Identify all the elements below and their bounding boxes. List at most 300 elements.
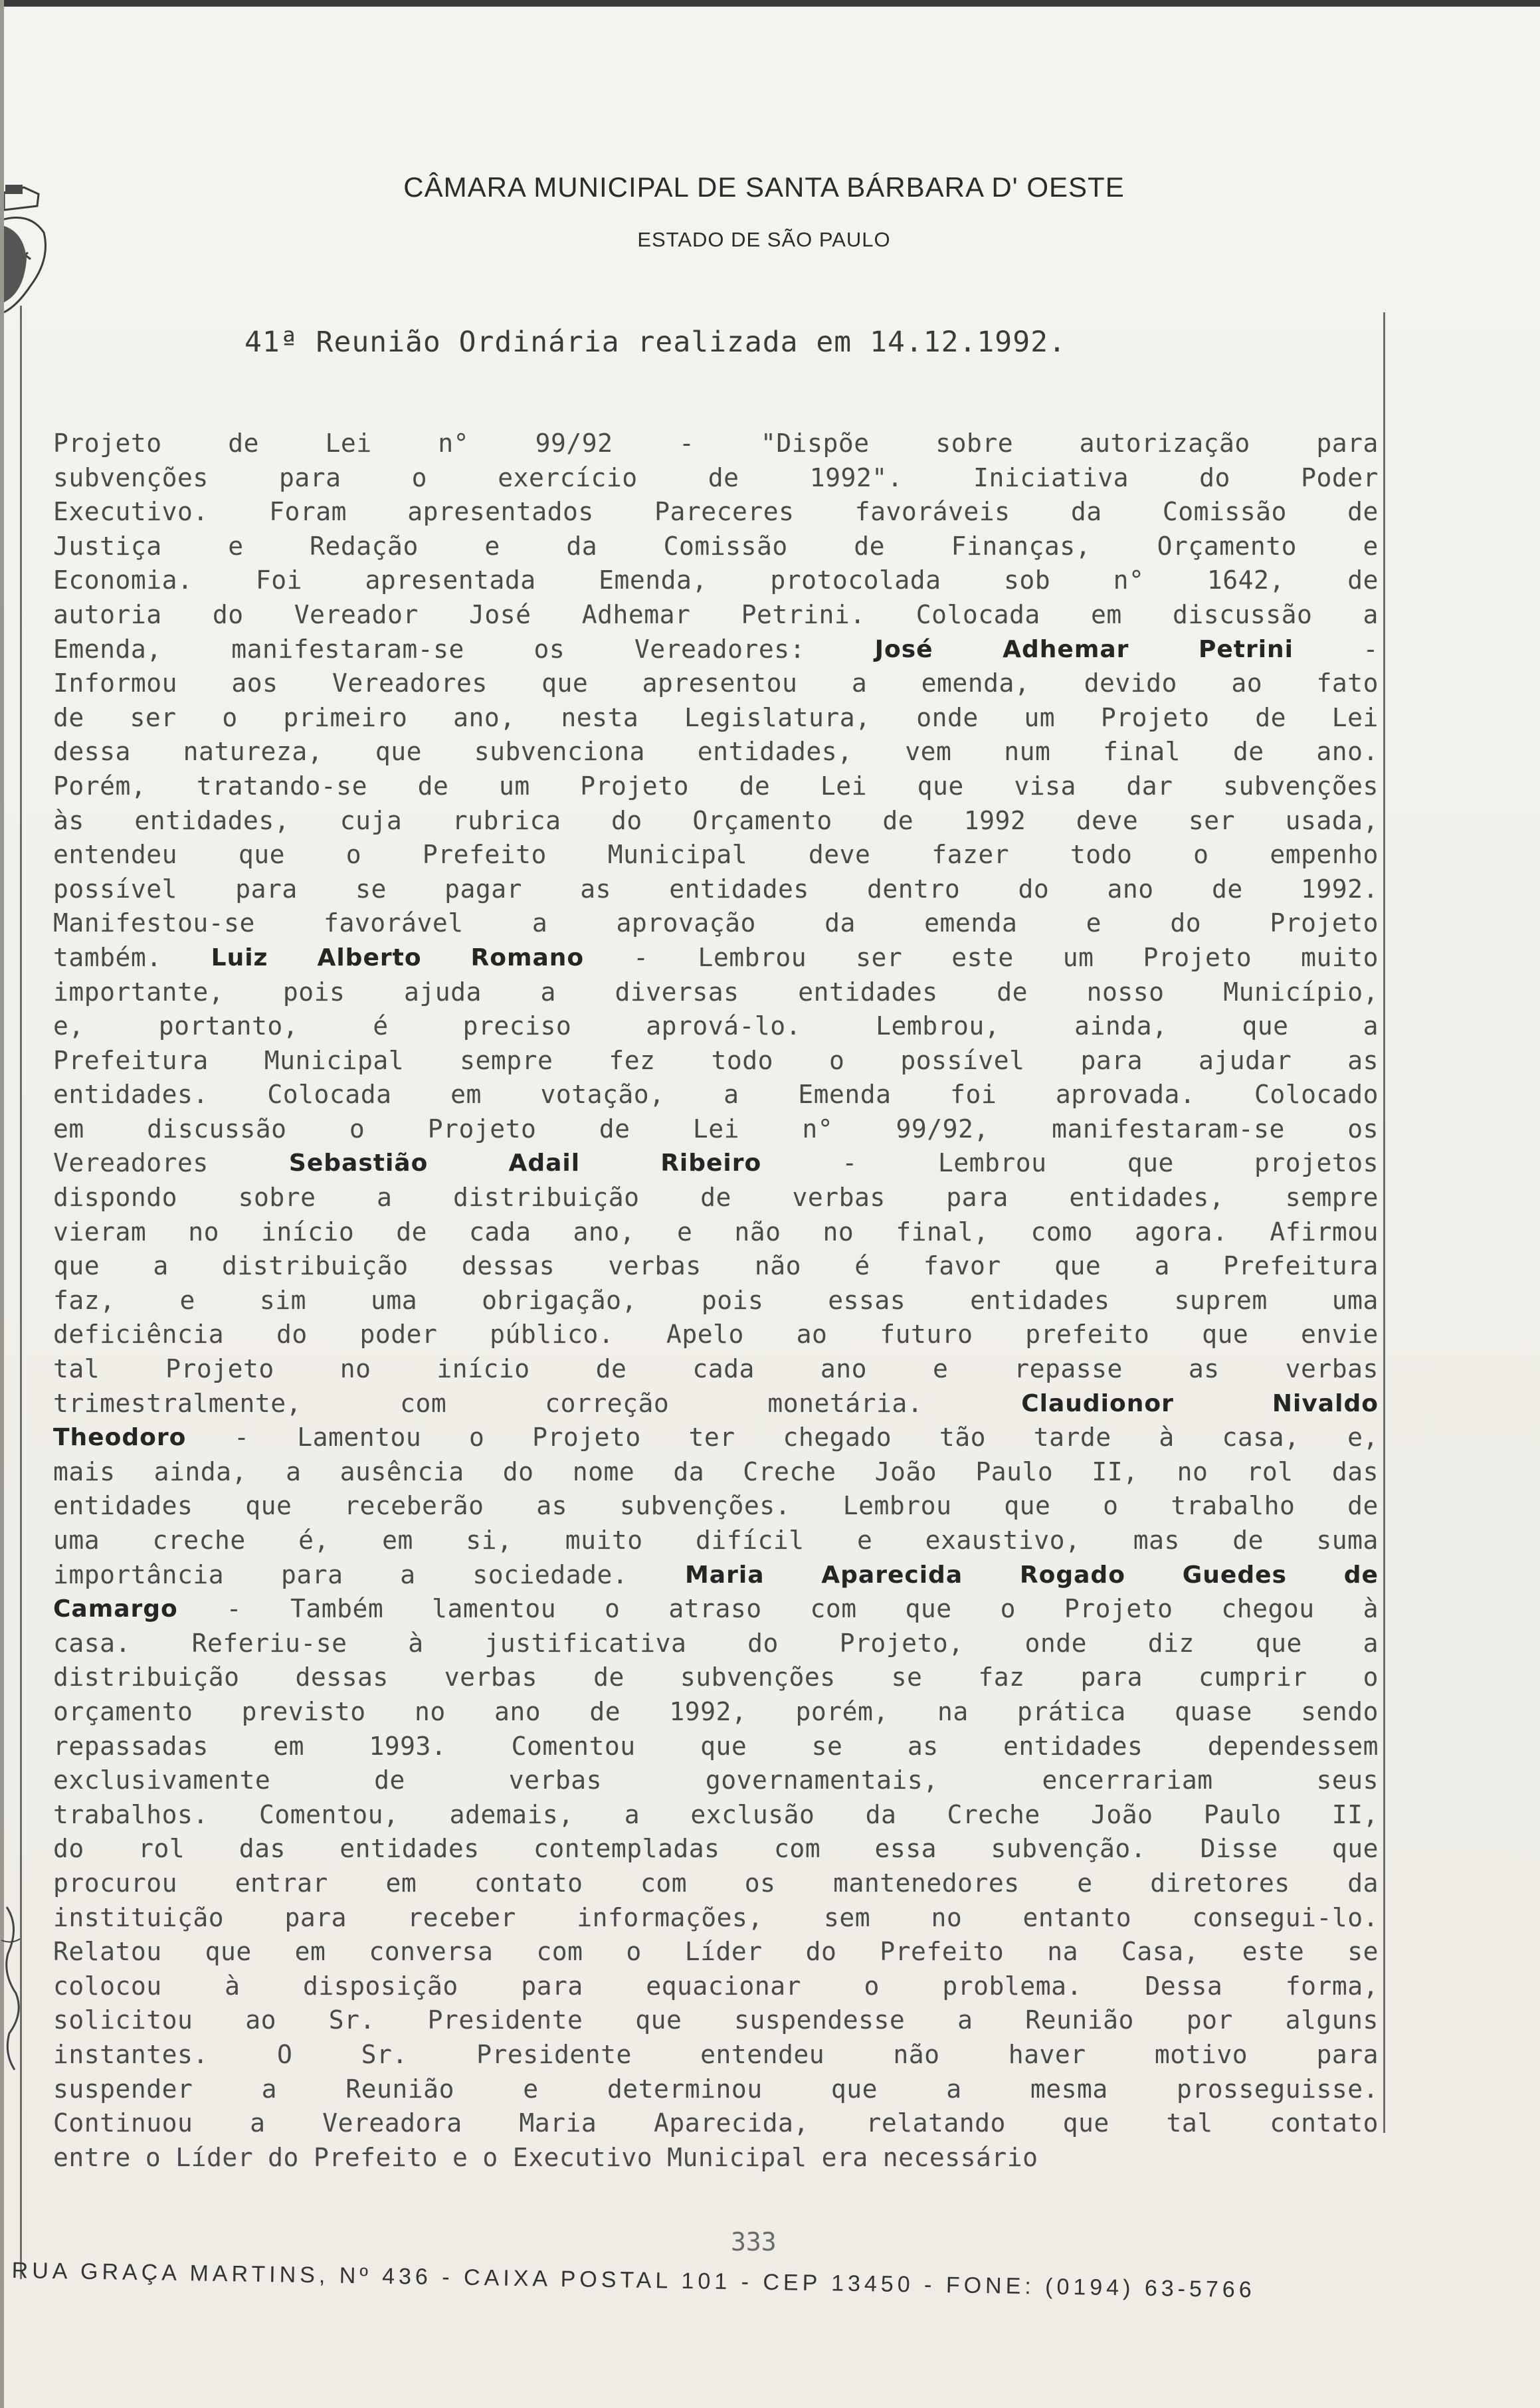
body-word: - [633,942,649,972]
body-word: manifestaram-se [1052,1114,1285,1144]
body-word: entidades [53,1491,193,1521]
body-word: nome [572,1456,635,1486]
body-word: entidades [339,1834,480,1864]
body-word: também. [53,942,162,972]
body-word: futuro [880,1320,973,1350]
body-line [53,1352,1379,1387]
body-word: Porém, [53,771,147,801]
body-word: a [1363,1011,1379,1041]
body-word: poder [359,1320,438,1350]
body-word: Projeto [532,1423,641,1453]
body-word: do [1018,874,1050,904]
body-word: solicitou [53,2005,193,2035]
body-word: onde [916,702,979,732]
speaker-name-word: Nivaldo [1272,1389,1379,1417]
body-word: a [851,668,868,698]
speaker-name-word: Theodoro [53,1424,187,1452]
body-word: difícil [695,1526,805,1555]
body-word: motivo [1154,2039,1248,2069]
speaker-name-word: Ribeiro [660,1150,762,1177]
body-word: na [1047,1937,1079,1967]
body-word: o [411,462,428,492]
body-word: de [53,702,84,732]
body-word: ano [1107,874,1154,904]
body-word: no [1177,1456,1208,1486]
body-word: do [502,1456,534,1486]
body-word: rol [1246,1456,1294,1486]
body-word: Sr. [328,2005,375,2035]
body-word: 99/92, [896,1114,989,1144]
body-word: que [1202,1320,1249,1350]
body-word: e [1086,908,1102,938]
body-word: Municipal [607,840,748,870]
body-word: o [145,2142,161,2172]
body-word: Executivo [512,2142,653,2172]
body-word: sobre [238,1183,316,1213]
body-word: Projeto [1143,942,1252,972]
body-word: Relatou [53,1937,162,1967]
right-margin-rule [1383,312,1385,2133]
body-word: com [400,1388,447,1418]
body-word: Manifestou-se [53,908,255,938]
body-word: o [605,1594,621,1624]
body-word: orçamento [53,1696,193,1726]
body-word: vem [905,737,952,767]
body-word: do [1199,462,1230,492]
body-word: ser [130,702,177,732]
body-line [53,1044,1379,1078]
body-word: prefeito [1025,1320,1150,1350]
body-word: de [599,1114,630,1144]
body-line [53,1558,1379,1593]
body-word: Presidente [476,2039,632,2069]
body-word: e [1363,531,1379,561]
body-word: para [278,462,341,492]
body-word: verbas [608,1251,702,1281]
body-word: em [450,1080,482,1110]
body-word: rol [138,1834,185,1864]
body-word: dispondo [53,1183,178,1213]
body-word: pois [282,977,345,1007]
body-word: Colocado [1254,1080,1379,1110]
body-word: da [865,1799,897,1829]
body-word: aprovação [616,908,756,938]
body-word: II, [1331,1799,1379,1829]
body-word: que [375,737,422,767]
body-line [53,1935,1379,1969]
body-word: no [822,1217,854,1247]
body-line [53,1592,1379,1627]
body-word: de [1232,1526,1264,1555]
body-word: Líder [175,2142,254,2172]
body-word: ainda, [153,1456,247,1486]
body-word: ainda, [1074,1011,1168,1041]
body-word: Orçamento [692,805,832,835]
body-line [53,941,1379,975]
speaker-name-word: Petrini [1198,635,1294,663]
body-word: pagar [444,874,522,904]
body-word: votação, [540,1080,665,1110]
body-word: não [734,1217,781,1247]
body-word: Projeto [427,1114,537,1144]
body-word: exclusivamente [53,1765,271,1795]
body-word: suprem [1174,1285,1268,1315]
body-word: Projeto [580,771,689,801]
body-word: verbas [792,1183,886,1213]
body-word: sob [1003,565,1051,595]
body-word: Também [290,1594,384,1624]
body-word: ano, [573,1217,636,1247]
body-word: "Dispõe [760,429,870,458]
body-word: de [589,1696,621,1726]
body-word: os [744,1868,776,1898]
body-word: é [373,1011,389,1041]
body-line [53,598,1379,633]
body-word: dessas [461,1251,555,1281]
body-word: entendeu [53,840,178,870]
body-word: Município, [1223,977,1379,1007]
body-word: que [238,840,285,870]
body-word: Creche [743,1456,836,1486]
body-word: dependessem [1207,1731,1379,1761]
body-word: José [469,599,531,629]
body-word: envie [1301,1320,1379,1350]
speaker-name-word: Luiz [211,944,268,971]
body-word: Continuou [53,2108,193,2138]
body-word: dessa [53,737,131,767]
body-word: exclusão [690,1799,815,1829]
body-word: pois [701,1285,764,1315]
body-word: que [53,1251,100,1281]
body-word: que [541,668,589,698]
body-word: um [1062,942,1094,972]
body-word: os [1347,1114,1379,1144]
body-word: protocolada [770,565,941,595]
body-word: de [700,1183,731,1213]
body-word: vieram [53,1217,147,1247]
body-word: do [53,1834,84,1864]
body-word: entidades [669,874,809,904]
body-word: uma [1331,1285,1379,1315]
body-word: Emenda, [53,634,162,664]
body-word: as [1188,1354,1220,1384]
body-word: exaustivo, [925,1526,1081,1555]
body-line [53,1866,1379,1901]
body-word: o [1103,1491,1119,1521]
speaker-name-word: José [874,635,933,663]
municipal-crest-icon [4,179,52,319]
body-word: cada [469,1217,531,1247]
body-word: Lembrou [698,942,807,972]
body-word: si, [466,1526,513,1555]
body-word: suspendesse [734,2005,906,2035]
body-line [53,1181,1379,1215]
body-word: Projeto [53,429,162,458]
body-word: Sr. [361,2039,408,2069]
body-word: Comentou [511,1731,636,1761]
body-word: emenda [924,908,1018,938]
body-word: do [268,2142,299,2172]
body-word: n° [802,1114,834,1144]
body-word: receberão [344,1491,484,1521]
body-word: o [1193,840,1209,870]
body-word: da [566,531,598,561]
body-word: emenda, [921,668,1030,698]
body-word: que [1062,2108,1109,2138]
address-footer: RUA GRAÇA MARTINS, Nº 436 - CAIXA POSTAL 101 - CEP 13450 - FONE: (0194) 63-5766 [11,2258,1256,2303]
body-word: Presidente [427,2005,583,2035]
body-word: mesma [1030,2074,1108,2104]
body-word: casa. [53,1628,131,1658]
body-word: da [1070,497,1102,527]
body-word: de [854,531,886,561]
body-word: Vereador [294,599,419,629]
body-word: Vereadores: [634,634,805,664]
body-word: Casa, [1121,1937,1199,1967]
body-word: favorável [324,908,464,938]
body-word: que [1127,1148,1174,1178]
body-word: diz [1147,1628,1195,1658]
body-word: procurou [53,1868,178,1898]
body-word: justificativa [484,1628,687,1658]
body-word: da [1347,1868,1379,1898]
body-word: das [1331,1456,1379,1486]
body-word: apresentou [642,668,798,698]
body-word: subvenções [680,1662,836,1692]
body-word: ao [796,1320,828,1350]
body-word: natureza, [183,737,324,767]
body-word: que [635,2005,682,2035]
body-word: Lamentou [297,1423,422,1453]
body-line [53,495,1379,530]
body-word: e [523,2074,539,2104]
body-word: Maria [519,2108,597,2138]
body-line [53,1112,1379,1147]
body-word: verbas [444,1662,538,1692]
body-word: João [1091,1799,1153,1829]
body-word: o [469,1423,485,1453]
body-word: em [294,1937,326,1967]
body-word: alguns [1285,2005,1379,2035]
body-line [53,701,1379,736]
body-word: verbas [508,1765,603,1795]
body-word: onde [1024,1628,1087,1658]
body-word: primeiro [283,702,408,732]
body-word: João [874,1456,937,1486]
body-word: fazer [931,840,1010,870]
body-word: chegou [1221,1594,1315,1624]
body-word: receber [407,1902,516,1932]
body-line [53,461,1379,496]
body-word: a [957,2005,973,2035]
body-word: uma [53,1526,100,1555]
body-line [53,872,1379,907]
body-word: mantenedores [833,1868,1020,1898]
body-word: Vereadores [332,668,488,698]
body-word: 1642, [1206,565,1285,595]
body-word: que [917,771,964,801]
body-word: ajudar [1198,1045,1292,1075]
body-word: os [533,634,565,664]
body-word: porém, [795,1696,889,1726]
body-word: entanto [1022,1902,1132,1932]
body-word: era [821,2142,868,2172]
body-word: para [284,1902,347,1932]
body-word: e [856,1526,873,1555]
body-word: subvenções [1223,771,1379,801]
body-word: e [179,1285,195,1315]
body-word: prosseguisse. [1177,2074,1379,2104]
body-line [53,2038,1379,2072]
body-word: ademais, [449,1799,574,1829]
body-word: público. [490,1320,615,1350]
body-word: entidades, [134,805,290,835]
body-word: possível [53,874,178,904]
body-word: trabalhos. [53,1799,209,1829]
body-word: Emenda [798,1080,892,1110]
body-word: se [811,1731,843,1761]
body-word: Aparecida, [653,2108,809,2138]
body-word: ser [856,942,903,972]
body-word: muito [565,1526,643,1555]
body-word: a [261,2074,278,2104]
body-word: no [931,1902,963,1932]
body-word: trimestralmente, [53,1388,302,1418]
body-word: para [521,1971,583,2001]
body-word: encerrariam [1042,1765,1213,1795]
body-word: aprovada. [1055,1080,1196,1110]
body-word: Lei [325,429,372,458]
body-line [53,1627,1379,1661]
speaker-name-word: Sebastião [288,1150,429,1177]
body-word: que [1054,1251,1102,1281]
body-line [53,2003,1379,2038]
body-word: num [1004,737,1051,767]
body-word: as [536,1491,568,1521]
body-word: deve [1076,805,1139,835]
body-word: da [673,1456,705,1486]
body-word: se [1347,1937,1379,1967]
body-word: Redação [310,531,419,561]
body-word: Líder [684,1937,763,1967]
body-word: de [396,1217,428,1247]
body-word: deficiência [53,1320,225,1350]
body-word: com [640,1868,688,1898]
body-word: Reunião [1025,2005,1134,2035]
body-word: para [1316,2039,1379,2069]
body-word: a [624,1799,640,1829]
body-line [53,2106,1379,2141]
body-word: a [153,1251,169,1281]
body-word: 99/92 [535,429,613,458]
body-word: entrar [235,1868,328,1898]
body-word: distribuição [53,1662,240,1692]
body-word: com [810,1594,857,1624]
body-word: dar [1126,771,1173,801]
body-word: Informou [53,668,178,698]
body-word: na [937,1696,969,1726]
body-word: importante, [53,977,225,1007]
body-word: Prefeitura [53,1045,209,1075]
body-word: ano. [1316,737,1379,767]
body-word: - [679,429,695,458]
body-word: Projeto [165,1354,274,1384]
body-word: projetos [1254,1148,1379,1178]
body-word: e [452,2142,468,2172]
body-line [53,1695,1379,1730]
body-word: início [261,1217,355,1247]
body-word: que [245,1491,292,1521]
body-word: determinou [607,2074,763,2104]
body-word: aos [231,668,278,698]
body-word: instantes. [53,2039,209,2069]
body-word: foi [950,1080,997,1110]
body-word: forma, [1285,1971,1379,2001]
body-word: distribuição [222,1251,409,1281]
body-word: II, [1092,1456,1139,1486]
body-word: se [355,874,387,904]
body-word: conversa [369,1937,494,1967]
body-word: prática [1017,1696,1126,1726]
body-word: ano, [453,702,516,732]
body-word: monetária. [767,1388,923,1418]
body-word: deve [808,840,871,870]
body-word: suma [1316,1526,1379,1555]
body-word: e [228,531,244,561]
body-word: cuja [339,805,403,835]
body-word: e [932,1354,949,1384]
body-word: Lei [820,771,868,801]
body-line [53,1146,1379,1181]
body-word: instituição [53,1902,225,1932]
body-word: manifestaram-se [231,634,464,664]
body-line [53,1009,1379,1044]
body-word: correção [545,1388,670,1418]
body-word: ao [1231,668,1263,698]
body-line [53,838,1379,872]
body-word: subvenção. [991,1834,1147,1864]
body-word: preciso [462,1011,572,1041]
margin-signature-mark [0,1900,27,2073]
body-line [53,804,1379,839]
body-word: sendo [1301,1696,1379,1726]
body-word: Lei [1331,702,1379,732]
body-word: sim [259,1285,306,1315]
body-word: rubrica [452,805,561,835]
body-word: de [997,977,1028,1007]
body-word: em [53,1114,84,1144]
body-word: a [1363,599,1379,629]
body-word: - [1363,634,1379,664]
body-word: Prefeito [313,2142,438,2172]
body-word: Afirmou [1270,1217,1379,1247]
body-word: autorização [1079,429,1250,458]
institution-name: CÂMARA MUNICIPAL DE SANTA BÁRBARA D' OESTE [403,171,1125,203]
body-word: a [1363,1628,1379,1658]
body-word: Lembrou [937,1148,1047,1178]
body-word: Lembrou [842,1491,952,1521]
body-line [53,769,1379,804]
speaker-name-word: de [1343,1561,1379,1589]
body-word: ano [494,1696,541,1726]
body-word: aprová-lo. [646,1011,802,1041]
body-word: do [212,599,244,629]
body-word: entidades [970,1285,1110,1315]
body-word: verbas [1285,1354,1379,1384]
body-word: o [482,2142,498,2172]
body-word: de [1211,874,1243,904]
body-line [53,1832,1379,1866]
